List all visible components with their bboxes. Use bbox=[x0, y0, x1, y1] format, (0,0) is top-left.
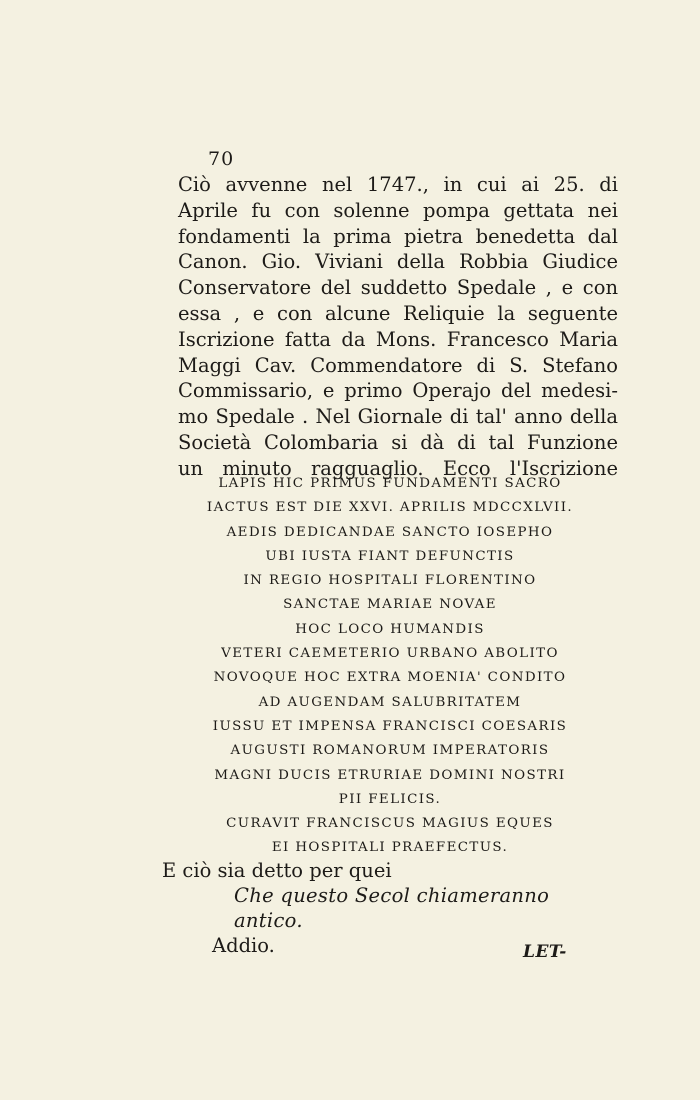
text-line: Conservatore del suddetto Spedale , e con bbox=[178, 276, 618, 300]
inscription-line: NOVOQUE HOC EXTRA MOENIA' CONDITO bbox=[213, 670, 567, 686]
inscription-line: UBI IUSTA FIANT DEFUNCTIS bbox=[265, 548, 515, 564]
inscription-line: CURAVIT FRANCISCUS MAGIUS EQUES bbox=[226, 816, 554, 832]
closing-verse: Che questo Secol chiameranno antico. bbox=[234, 884, 550, 932]
text-line: Canon. Gio. Viviani della Robbia Giudice bbox=[178, 250, 618, 274]
inscription-line: HOC LOCO HUMANDIS bbox=[295, 621, 485, 637]
inscription-line: IACTUS EST DIE XXVI. APRILIS MDCCXLVII. bbox=[206, 500, 574, 516]
text-line: Ciò avvenne nel 1747., in cui ai 25. di bbox=[178, 173, 618, 196]
inscription-line: IUSSU ET IMPENSA FRANCISCI COESARIS bbox=[212, 718, 568, 734]
inscription-line: PII FELICIS. bbox=[338, 791, 442, 807]
body-paragraph bbox=[178, 172, 618, 482]
page-number: 70 bbox=[208, 148, 235, 170]
inscription-line: IN REGIO HOSPITALI FLORENTINO bbox=[243, 573, 537, 589]
text-line: Maggi Cav. Commendatore di S. Stefano bbox=[178, 353, 618, 377]
text-line: Iscrizione fatta da Mons. Francesco Maria bbox=[178, 327, 618, 351]
text-line: un minuto ragguaglio. Ecco l'Iscrizione bbox=[178, 456, 618, 480]
inscription-line: VETERI CAEMETERIO URBANO ABOLITO bbox=[221, 646, 559, 662]
inscription-line: SANCTAE MARIAE NOVAE bbox=[283, 597, 497, 613]
inscription-line: AUGUSTI ROMANORUM IMPERATORIS bbox=[230, 743, 550, 759]
catchword: LET- bbox=[523, 942, 567, 962]
text-line: fondamenti la prima pietra benedetta dal bbox=[178, 224, 618, 248]
inscription-line: AEDIS DEDICANDAE SANCTO IOSEPHO bbox=[226, 524, 554, 540]
inscription-line: EI HOSPITALI PRAEFECTUS. bbox=[271, 840, 509, 856]
farewell: Addio. bbox=[212, 934, 275, 957]
closing-line: E ciò sia detto per quei bbox=[162, 859, 392, 882]
text-line: essa , e con alcune Reliquie la seguente bbox=[178, 301, 618, 325]
text-line: mo Spedale . Nel Giornale di tal' anno della bbox=[178, 405, 618, 429]
latin-inscription bbox=[170, 472, 610, 861]
text-line: Aprile fu con solenne pompa gettata nei bbox=[178, 198, 618, 222]
inscription-line: AD AUGENDAM SALUBRITATEM bbox=[258, 694, 522, 710]
inscription-line: MAGNI DUCIS ETRURIAE DOMINI NOSTRI bbox=[214, 767, 566, 783]
text-line: Società Colombaria si dà di tal Funzione bbox=[178, 430, 618, 454]
inscription-line: LAPIS HIC PRIMUS FUNDAMENTI SACRO bbox=[218, 476, 562, 491]
text-line: Commissario, e primo Operajo del medesi- bbox=[178, 379, 618, 403]
